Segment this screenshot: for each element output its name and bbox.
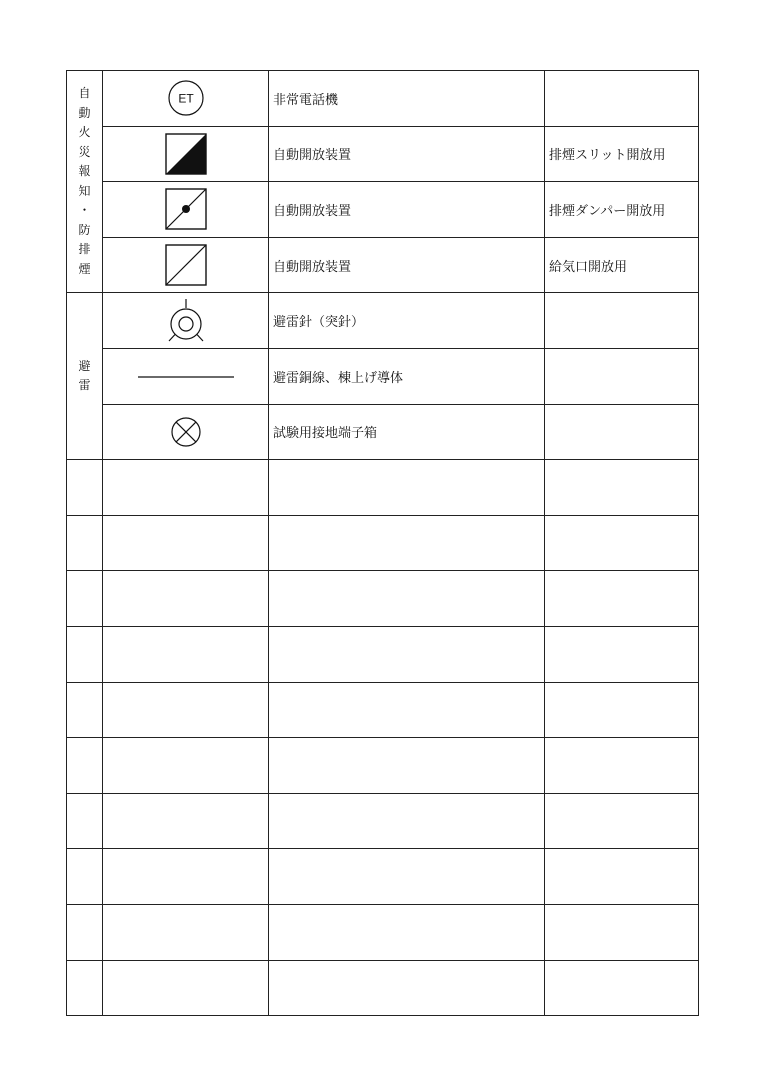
empty-cell [103,793,269,849]
empty-row [67,849,699,905]
empty-cell [103,904,269,960]
empty-cell [269,682,545,738]
empty-row [67,738,699,794]
empty-cell [545,849,699,905]
symbol-cell [103,293,269,349]
empty-cell [269,793,545,849]
symbol-cell [103,182,269,238]
empty-cell [545,793,699,849]
table-row [67,182,699,238]
empty-row [67,682,699,738]
empty-row [67,960,699,1016]
empty-cell [269,515,545,571]
empty-cell [545,682,699,738]
item-name: 避雷針（突針） [269,293,545,349]
empty-cell [545,904,699,960]
table-row [67,237,699,293]
lightning-rod-icon [164,297,208,345]
empty-cell [67,904,103,960]
empty-cell [103,460,269,516]
item-name: 自動開放装置 [269,237,545,293]
empty-cell [545,626,699,682]
empty-cell [67,793,103,849]
empty-row [67,515,699,571]
empty-cell [545,460,699,516]
empty-cell [269,571,545,627]
empty-cell [269,849,545,905]
item-note [545,348,699,404]
empty-row [67,460,699,516]
empty-cell [545,738,699,794]
auto-opener-diagonal-icon [164,243,208,287]
empty-cell [545,960,699,1016]
symbol-cell [103,71,269,127]
item-name: 非常電話機 [269,71,545,127]
empty-cell [103,849,269,905]
empty-row [67,571,699,627]
item-note [545,293,699,349]
empty-cell [67,460,103,516]
item-note: 排煙ダンパー開放用 [545,182,699,238]
empty-cell [67,571,103,627]
empty-cell [67,626,103,682]
category-cell-lightning-protection: 避 雷 [67,293,103,460]
empty-row [67,793,699,849]
empty-row [67,904,699,960]
symbol-cell [103,237,269,293]
symbol-text: ET [177,91,194,106]
auto-opener-dot-icon [164,187,208,231]
empty-cell [67,738,103,794]
empty-cell [103,738,269,794]
symbol-legend-table [66,70,699,1016]
empty-cell [67,960,103,1016]
table-row [67,404,699,460]
emergency-telephone-icon [166,78,206,118]
item-name: 自動開放装置 [269,182,545,238]
empty-cell [103,515,269,571]
item-note [545,404,699,460]
empty-row [67,626,699,682]
empty-cell [103,626,269,682]
item-note [545,71,699,127]
item-name: 試験用接地端子箱 [269,404,545,460]
item-note: 排煙スリット開放用 [545,126,699,182]
empty-cell [67,515,103,571]
item-note: 給気口開放用 [545,237,699,293]
auto-opener-filled-icon [164,132,208,176]
table-row [67,293,699,349]
empty-cell [545,571,699,627]
symbol-cell [103,126,269,182]
empty-cell [269,626,545,682]
conductor-line-icon [136,372,236,382]
empty-cell [269,960,545,1016]
empty-cell [269,904,545,960]
empty-cell [545,515,699,571]
empty-cell [67,682,103,738]
category-cell-fire-alarm-smoke: 自 動 火 災 報 知 ・ 防 排 煙 [67,71,103,293]
empty-cell [269,460,545,516]
table-row [67,71,699,127]
empty-cell [269,738,545,794]
empty-cell [103,682,269,738]
table-row [67,126,699,182]
empty-cell [103,571,269,627]
empty-cell [103,960,269,1016]
item-name: 避雷銅線、棟上げ導体 [269,348,545,404]
table-row [67,348,699,404]
item-name: 自動開放装置 [269,126,545,182]
test-terminal-box-icon [168,414,204,450]
symbol-cell [103,404,269,460]
symbol-cell [103,348,269,404]
empty-cell [67,849,103,905]
